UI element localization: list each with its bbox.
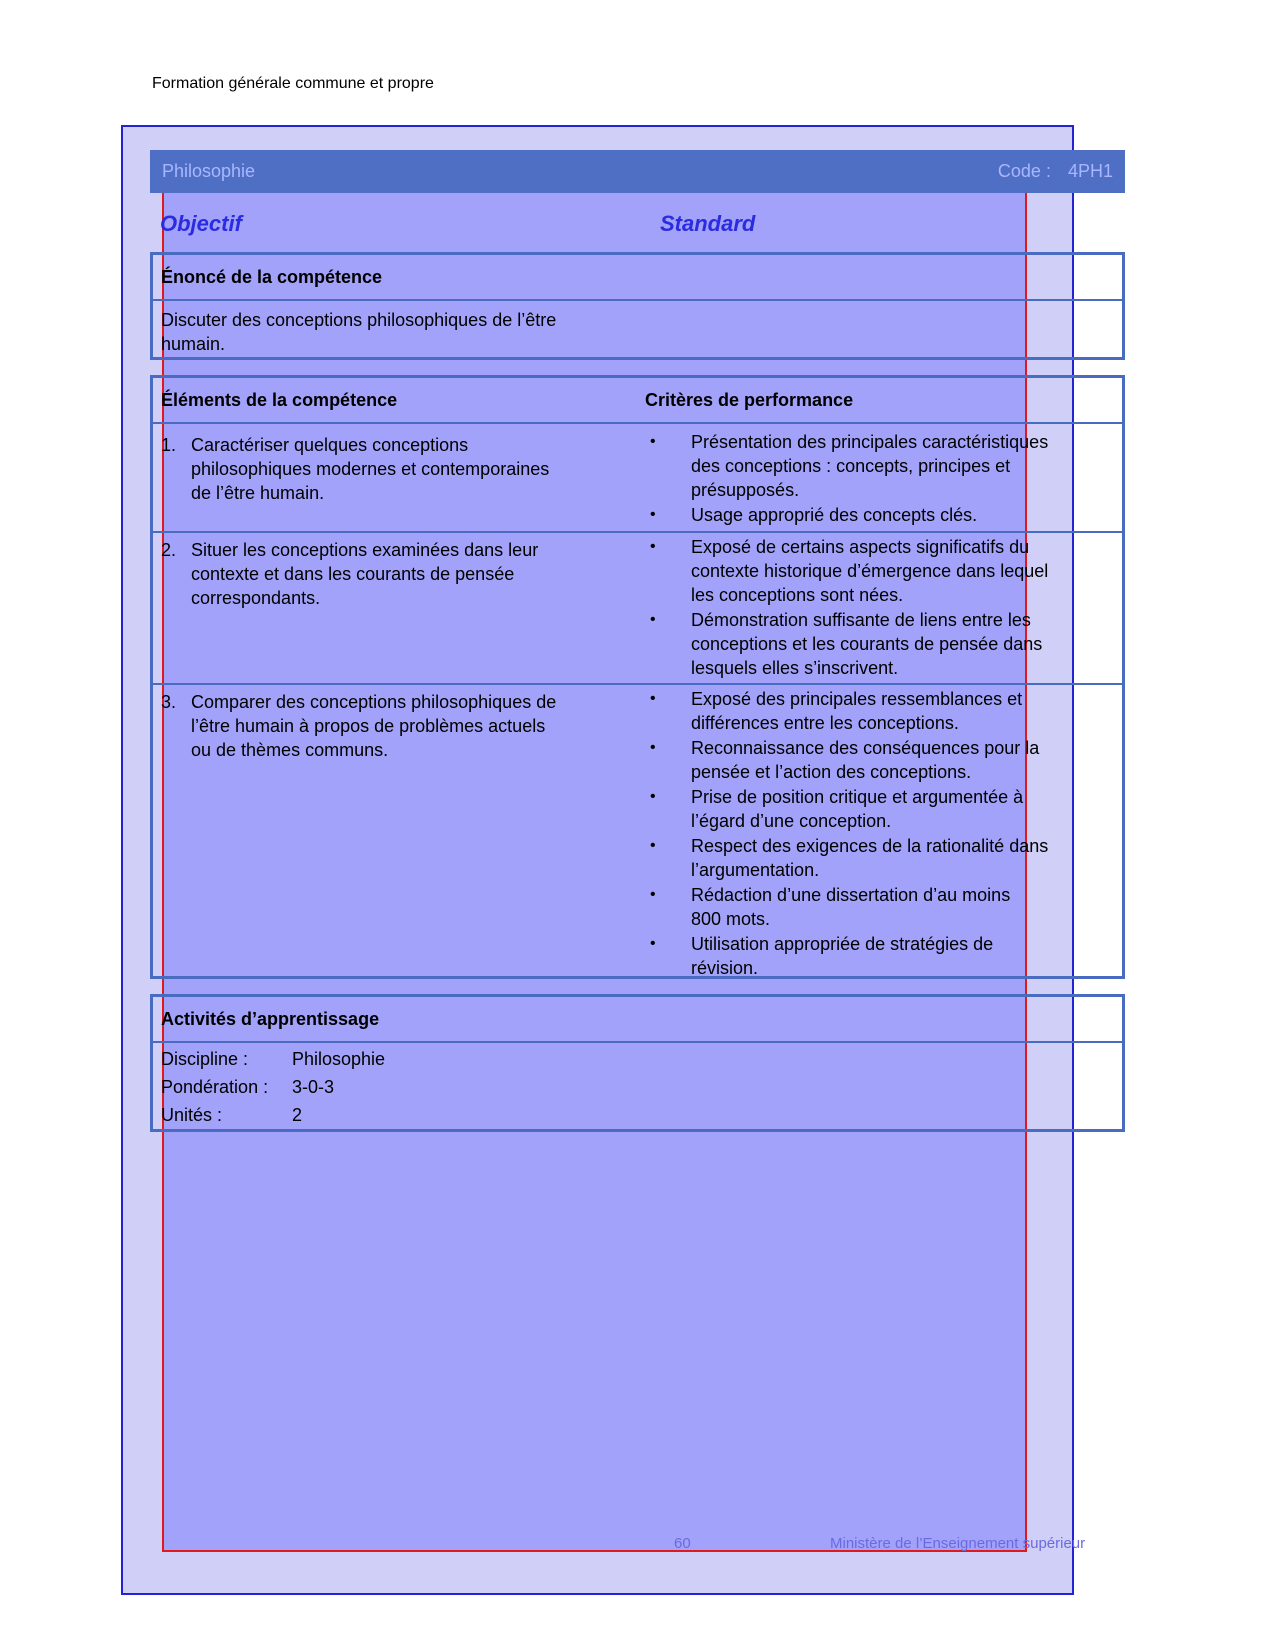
course-code (998, 161, 1113, 182)
criterion-bullet: • (650, 506, 656, 523)
criterion-bullet: • (650, 837, 656, 854)
course-title: Philosophie (162, 161, 256, 181)
elements-header (153, 378, 1122, 424)
criterion-bullet: • (650, 538, 656, 555)
unites-label: Unités : (161, 1105, 223, 1125)
criterion-3-4-line-1: Respect des exigences de la rationalité dans (691, 836, 1049, 856)
element-2-line-1: Situer les conceptions examinées dans leur (191, 540, 539, 560)
criterion-2-1-line-1: Exposé de certains aspects significatifs du (691, 537, 1030, 557)
criterion-bullet: • (650, 690, 656, 707)
code-separator (1057, 161, 1062, 181)
subhead-objectif: Objectif (160, 211, 242, 236)
element-3-line-2: l’être humain à propos de problèmes actuels (191, 716, 546, 736)
criterion-3-3-line-2: l’égard d’une conception. (691, 811, 892, 831)
criterion-2-2-line-1: Démonstration suffisante de liens entre les (691, 610, 1031, 630)
criterion-3-4-line-2: l’argumentation. (691, 860, 820, 880)
elements-header-left: Éléments de la compétence (161, 390, 398, 410)
criterion-bullet: • (650, 935, 656, 952)
subhead-standard: Standard (660, 211, 756, 236)
element-1-line-2: philosophiques modernes et contemporaines (191, 459, 550, 479)
criterion-3-5-line-1: Rédaction d’une dissertation d’au moins (691, 885, 1011, 905)
criterion-bullet: • (650, 739, 656, 756)
enonce-line-2: humain. (161, 334, 226, 354)
footer-ministry: Ministère de l’Enseignement supérieur (830, 1535, 1086, 1552)
activites-header (153, 997, 1122, 1043)
activites-box (150, 994, 1125, 1132)
criterion-1-1-line-1: Présentation des principales caractéristiques (691, 432, 1049, 452)
criterion-bullet: • (650, 886, 656, 903)
element-1-line-1: Caractériser quelques conceptions (191, 435, 469, 455)
ponderation-label: Pondération : (161, 1077, 269, 1097)
criterion-bullet: • (650, 611, 656, 628)
element-2-line-3: correspondants. (191, 588, 321, 608)
element-3-line-3: ou de thèmes communs. (191, 740, 389, 760)
criterion-3-3-line-1: Prise de position critique et argumentée à (691, 787, 1024, 807)
element-number-1: 1. (161, 435, 177, 455)
criterion-bullet: • (650, 433, 656, 450)
discipline-value: Philosophie (292, 1049, 386, 1069)
element-number-3: 3. (161, 692, 177, 712)
criterion-bullet: • (650, 788, 656, 805)
criterion-3-6-line-1: Utilisation appropriée de stratégies de (691, 934, 994, 954)
enonce-header (153, 255, 1122, 301)
criterion-3-6-line-2: révision. (691, 958, 759, 978)
enonce-box (150, 252, 1125, 360)
criterion-2-1-line-3: les conceptions sont nées. (691, 585, 904, 605)
unites-value: 2 (292, 1105, 303, 1125)
row-divider (153, 683, 1122, 685)
criterion-2-2-line-2: conceptions et les courants de pensée dans (691, 634, 1043, 654)
criterion-3-2-line-1: Reconnaissance des conséquences pour la (691, 738, 1040, 758)
title-bar (150, 150, 1125, 193)
code-label: Code : (997, 161, 1051, 181)
criterion-3-1-line-1: Exposé des principales ressemblances et (691, 689, 1023, 709)
criterion-3-1-line-2: différences entre les conceptions. (691, 713, 959, 733)
row-divider (153, 531, 1122, 533)
criterion-2-1-line-2: contexte historique d’émergence dans lequel (691, 561, 1049, 581)
criterion-1-2-line-1: Usage approprié des concepts clés. (691, 505, 978, 525)
page-number: 60 (674, 1535, 691, 1552)
criterion-2-2-line-3: lesquels elles s’inscrivent. (691, 658, 899, 678)
element-3-line-1: Comparer des conceptions philosophiques de (191, 692, 557, 712)
ponderation-value: 3-0-3 (292, 1077, 335, 1097)
element-1-line-3: de l’être humain. (191, 483, 325, 503)
criterion-1-1-line-3: présupposés. (691, 480, 800, 500)
criterion-1-1-line-2: des conceptions : concepts, principes et (691, 456, 1011, 476)
enonce-header-text: Énoncé de la compétence (161, 267, 383, 287)
criterion-3-5-line-2: 800 mots. (691, 909, 771, 929)
code-value: 4PH1 (1067, 161, 1113, 181)
element-number-2: 2. (161, 540, 177, 560)
elements-box (150, 375, 1125, 979)
discipline-label: Discipline : (161, 1049, 249, 1069)
enonce-line-1: Discuter des conceptions philosophiques de l’être (161, 310, 557, 330)
element-2-line-2: contexte et dans les courants de pensée (191, 564, 515, 584)
criterion-3-2-line-2: pensée et l’action des conceptions. (691, 762, 972, 782)
elements-header-right: Critères de performance (645, 390, 854, 410)
activites-header-text: Activités d’apprentissage (161, 1009, 380, 1029)
running-header: Formation générale commune et propre (152, 75, 434, 92)
